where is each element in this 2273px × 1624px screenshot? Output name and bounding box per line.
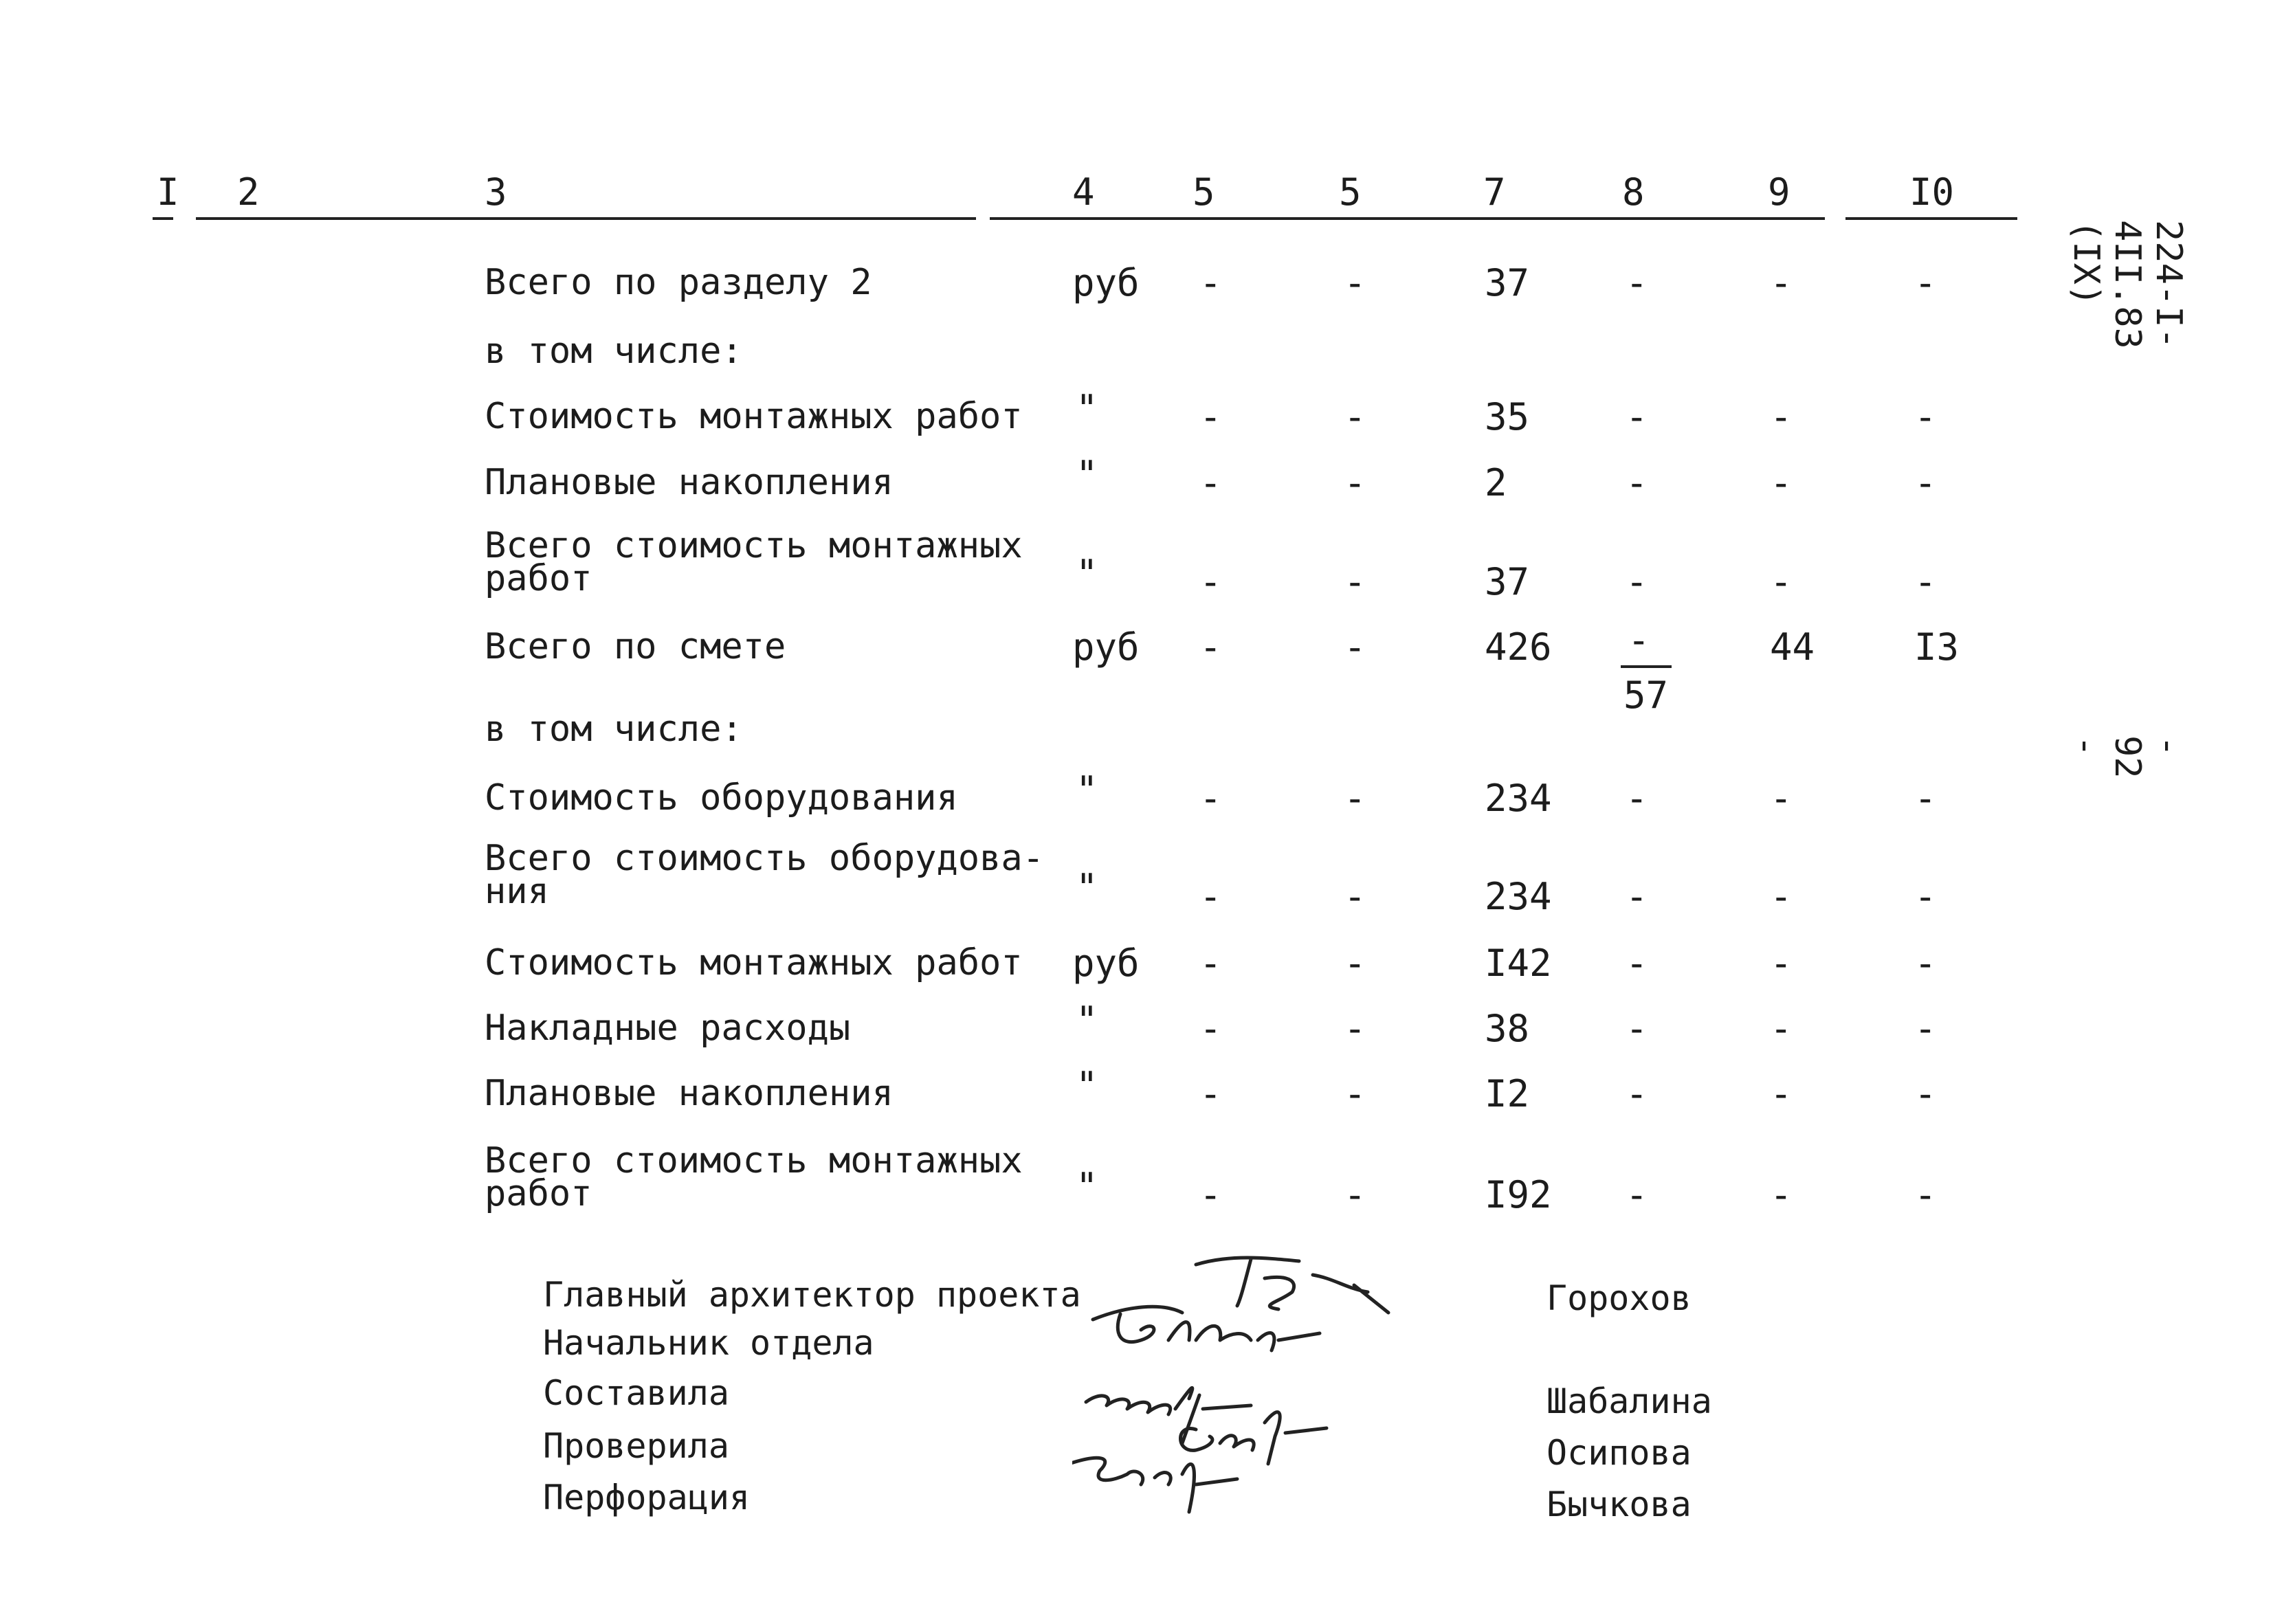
row-c7: I2 [1485,1072,1530,1115]
row-c6: - [1344,461,1366,504]
row-label: Всего по разделу 2 [485,262,872,303]
signature-role: Начальник отдела [543,1323,874,1363]
row-c10: - [1914,461,1937,504]
row-label: в том числе: [485,709,743,750]
row-c5: - [1199,942,1222,985]
row-c5: - [1199,261,1222,304]
signature-name: Бычкова [1546,1484,1692,1524]
signature-name: Горохов [1546,1278,1692,1318]
row-c5: - [1199,461,1222,504]
row-c10: I3 [1914,625,1960,669]
row-label: Плановые накопления [485,462,894,503]
row-c7: 426 [1485,625,1552,669]
row-c5: - [1199,875,1222,918]
row-c6: - [1344,1173,1366,1216]
row-unit: руб [1072,261,1140,304]
row-label: Всего стоимость оборудова- ния [485,838,1044,912]
row-c5: - [1199,395,1222,438]
row-label: Стоимость оборудования [485,777,958,819]
row-unit: " [1076,1064,1098,1107]
row-c6: - [1344,875,1366,918]
row-c8: - [1626,1007,1648,1050]
col-header-8: 8 [1622,170,1645,214]
header-rule-10 [1845,217,2017,220]
row-label: Плановые накопления [485,1073,894,1114]
row-unit: руб [1072,625,1140,669]
row-c5: - [1199,777,1222,820]
row-c8: - [1626,261,1648,304]
row-c5: - [1199,560,1222,603]
row-c7: I92 [1485,1173,1552,1216]
row-c10: - [1914,777,1937,820]
row-c6: - [1344,395,1366,438]
row-c7: 2 [1485,461,1507,504]
row-c10: - [1914,1173,1937,1216]
row-unit: " [1076,453,1098,496]
page-number: - 92 - [2065,735,2189,779]
row-c6: - [1344,625,1366,669]
header-rule-1 [153,217,173,220]
row-c9: - [1770,560,1793,603]
signature-role: Перфорация [543,1478,751,1517]
row-c8-denominator: 57 [1623,674,1669,717]
row-c5: - [1199,1007,1222,1050]
signature-name: Осипова [1546,1433,1692,1473]
row-c6: - [1344,560,1366,603]
row-c10: - [1914,261,1937,304]
row-c9: - [1770,1173,1793,1216]
handwritten-signatures [1072,1237,1457,1526]
row-c7: 234 [1485,777,1552,820]
col-header-4: 4 [1072,170,1095,214]
row-c10: - [1914,1072,1937,1115]
row-c10: - [1914,395,1937,438]
header-rule-4-9 [990,217,1825,220]
signature-role: Проверила [543,1426,729,1466]
col-header-7: 7 [1483,170,1506,214]
row-c9: - [1770,777,1793,820]
row-c5: - [1199,1173,1222,1216]
row-c6: - [1344,777,1366,820]
row-c8: - [1626,777,1648,820]
row-c8: - [1626,395,1648,438]
row-c9: - [1770,875,1793,918]
row-c9: - [1770,395,1793,438]
row-label: Всего по смете [485,626,786,667]
row-c7: 35 [1485,395,1530,438]
col-header-6: 5 [1339,170,1362,214]
row-label: Всего стоимость монтажных работ [485,1140,1023,1214]
row-c5: - [1199,1072,1222,1115]
col-header-5: 5 [1193,170,1215,214]
signature-role: Главный архитектор проекта [543,1275,1081,1315]
row-c8: - [1626,1072,1648,1115]
col-header-9: 9 [1768,170,1790,214]
row-c9: - [1770,1072,1793,1115]
row-c10: - [1914,875,1937,918]
row-unit: " [1076,1165,1098,1208]
col-header-1: I [157,170,179,214]
row-c8-numerator: - [1628,619,1650,662]
col-header-10: I0 [1909,170,1955,214]
row-c9: - [1770,942,1793,985]
row-c7: 37 [1485,261,1530,304]
row-c9: 44 [1770,625,1815,669]
row-c10: - [1914,942,1937,985]
signature-name: Шабалина [1546,1381,1712,1421]
row-unit: " [1076,768,1098,812]
row-label: в том числе: [485,331,743,372]
row-c8: - [1626,461,1648,504]
row-c8: - [1626,1173,1648,1216]
row-c10: - [1914,1007,1937,1050]
col-header-2: 2 [237,170,260,214]
row-c5: - [1199,625,1222,669]
row-label: Накладные расходы [485,1008,851,1049]
row-label: Стоимость монтажных работ [485,396,1023,437]
row-c7: 234 [1485,875,1552,918]
row-unit: " [1076,999,1098,1042]
row-c9: - [1770,461,1793,504]
fraction-bar [1621,665,1672,668]
document-code: 224-I-4II.83 (IX) [2065,220,2189,349]
row-c6: - [1344,1072,1366,1115]
row-unit: руб [1072,942,1140,985]
row-c8: - [1626,942,1648,985]
row-unit: " [1076,866,1098,909]
header-rule-2-3 [196,217,976,220]
signature-role: Составила [543,1373,729,1413]
row-unit: " [1076,387,1098,430]
row-c10: - [1914,560,1937,603]
row-c7: 37 [1485,560,1530,603]
row-c6: - [1344,942,1366,985]
row-c6: - [1344,1007,1366,1050]
row-c8: - [1626,875,1648,918]
row-label: Стоимость монтажных работ [485,942,1023,983]
row-c7: 38 [1485,1007,1530,1050]
row-c6: - [1344,261,1366,304]
row-c9: - [1770,1007,1793,1050]
col-header-3: 3 [485,170,507,214]
row-label: Всего стоимость монтажных работ [485,525,1023,599]
row-unit: " [1076,552,1098,595]
row-c8: - [1626,560,1648,603]
row-c7: I42 [1485,942,1552,985]
row-c9: - [1770,261,1793,304]
